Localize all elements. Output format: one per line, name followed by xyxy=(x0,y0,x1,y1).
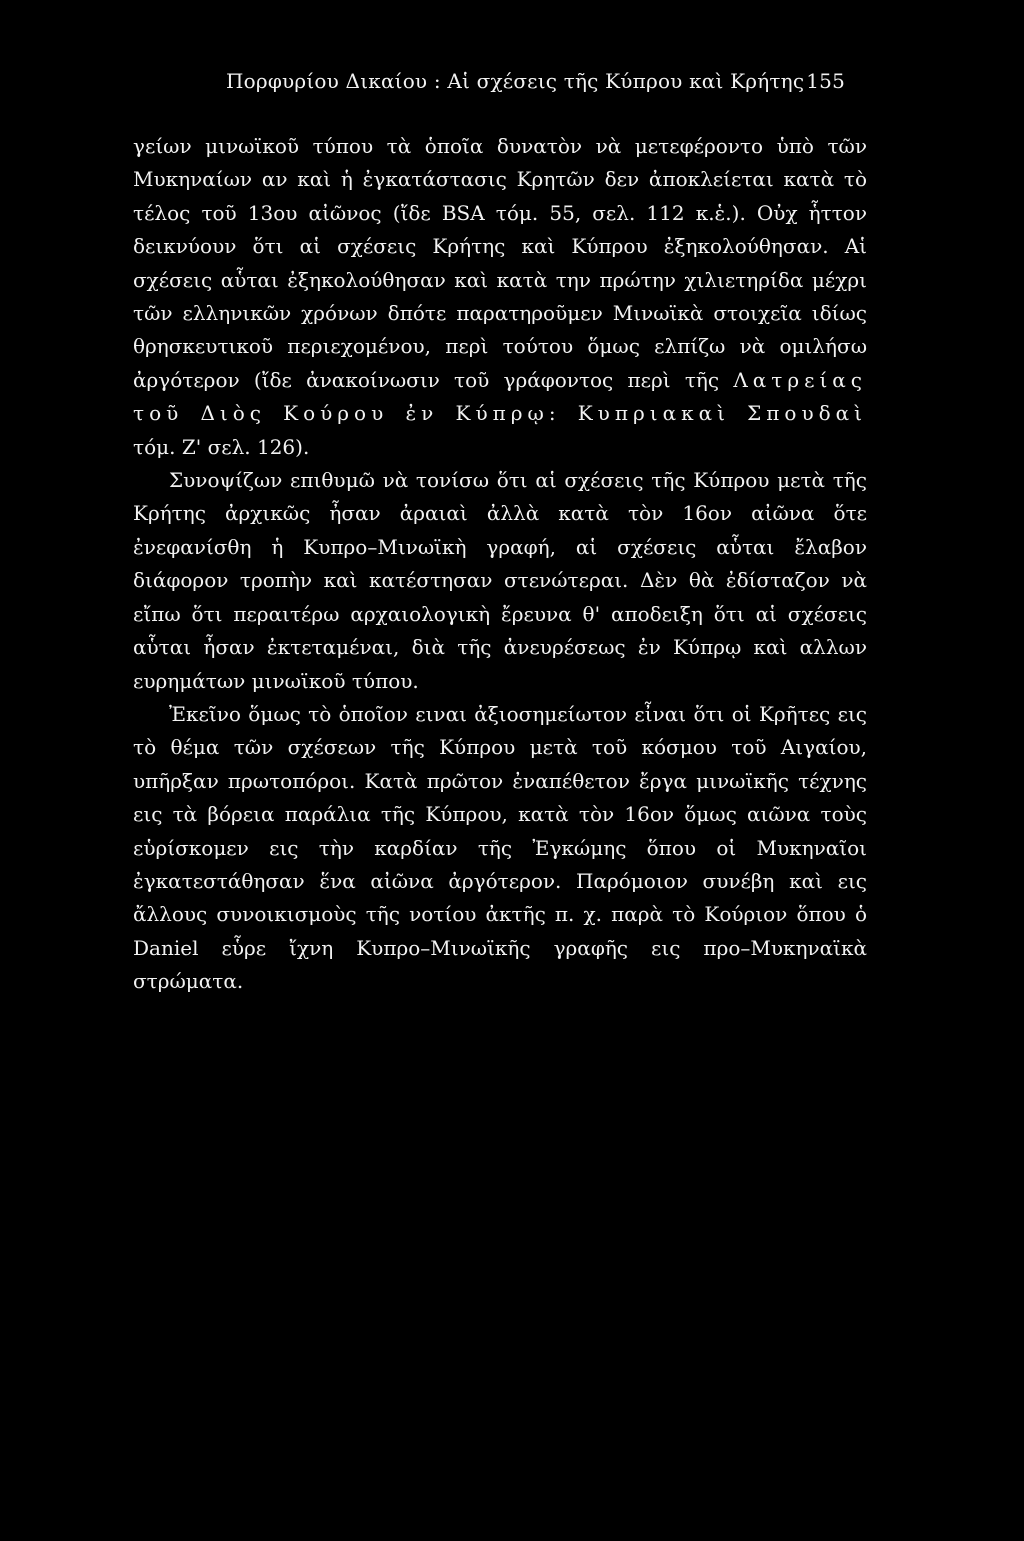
paragraph-1-part1: γείων μινωϊκοῦ τύπου τὰ ὁποῖα δυνατὸν νὰ μετεφέροντο ὑπὸ τῶν Μυκηναίων αν καὶ ἡ ἐγκατάστασις Κρητῶν δεν ἀποκλείεται κατὰ τὸ τέλος τοῦ 13ου αἰῶνος (ἴδε BSA τόμ. 55, σελ. 112 κ.ἑ.). Οὐχ ἧττον δεικνύουν ὅτι αἱ σχέσεις Κρήτης καὶ Κύπρου ἐξηκολούθησαν. Αἱ σχέσεις αὗται ἐξηκολούθησαν καὶ κατὰ την πρώτην χιλιετηρίδα μέχρι τῶν ελληνικῶν χρόνων δπότε παρατηροῦμεν Μινωϊκὰ στοιχεῖα ιδίως θρησκευτικοῦ περιεχομένου, περὶ τούτου ὅμως ελπίζω νὰ ομιλήσω ἀργότερον (ἴδε ἀνακοίνωσιν τοῦ γράφοντος περὶ τῆς xyxy=(133,134,867,392)
paragraph-1 xyxy=(133,130,867,464)
body-text xyxy=(133,130,867,999)
book-page xyxy=(133,66,867,999)
paragraph-3: Ἐκεῖνο ὅμως τὸ ὁποῖον ειναι ἀξιοσημείωτον εἶναι ὅτι οἱ Κρῆτες εις τὸ θέμα τῶν σχέσεων τῆς Κύπρου μετὰ τοῦ κόσμου τοῦ Αιγαίου, υπῆρξαν πρωτοπόροι. Κατὰ πρῶτον ἐναπέθετον ἔργα μινωϊκῆς τέχνης εις τὰ βόρεια παράλια τῆς Κύπρου, κατὰ τὸν 16ον ὅμως αιῶνα τοὺς εὑρίσκομεν εις τὴν καρδίαν τῆς Ἐγκώμης ὅπου οἱ Μυκηναῖοι ἐγκατεστάθησαν ἕνα αἰῶνα ἀργότερον. Παρόμοιον συνέβη καὶ εις ἄλλους συνοικισμοὺς τῆς νοτίου ἀκτῆς π. χ. παρὰ τὸ Κούριον ὅπου ὁ Daniel εὗρε ἴχνη Κυπρο–Μινωϊκῆς γραφῆς εις προ–Μυκηναϊκὰ στρώματα. xyxy=(133,701,867,994)
running-head xyxy=(133,66,867,96)
spaced-citation-title: Λατρείας τοῦ Διὸς Κούρου ἐν Κύπρῳ: Κυπριακαὶ Σπουδαὶ xyxy=(133,367,867,426)
running-title: Πορφυρίου Δικαίου : Αἱ σχέσεις τῆς Κύπρου καὶ Κρήτης xyxy=(226,69,805,93)
paragraph-1-part2: τόμ. Ζ' σελ. 126). xyxy=(133,434,310,459)
paragraph-2: Συνοψίζων επιθυμῶ νὰ τονίσω ὅτι αἱ σχέσεις τῆς Κύπρου μετὰ τῆς Κρήτης ἀρχικῶς ἦσαν ἀραιαὶ ἀλλὰ κατὰ τὸν 16ον αἰῶνα ὅτε ἐνεφανίσθη ἡ Κυπρο–Μινωϊκὴ γραφή, αἱ σχέσεις αὗται ἔλαβον διάφορον τροπὴν καὶ κατέστησαν στενώτεραι. Δὲν θὰ ἐδίσταζον νὰ εἴπω ὅτι περαιτέρω αρχαιολογικὴ ἔρευνα θ' αποδειξη ὅτι αἱ σχέσεις αὗται ἦσαν ἐκτεταμέναι, διὰ τῆς ἀνευρέσεως ἐν Κύπρῳ καὶ αλλων ευρημάτων μινωϊκοῦ τύπου. xyxy=(133,468,867,693)
page-number: 155 xyxy=(806,69,845,93)
